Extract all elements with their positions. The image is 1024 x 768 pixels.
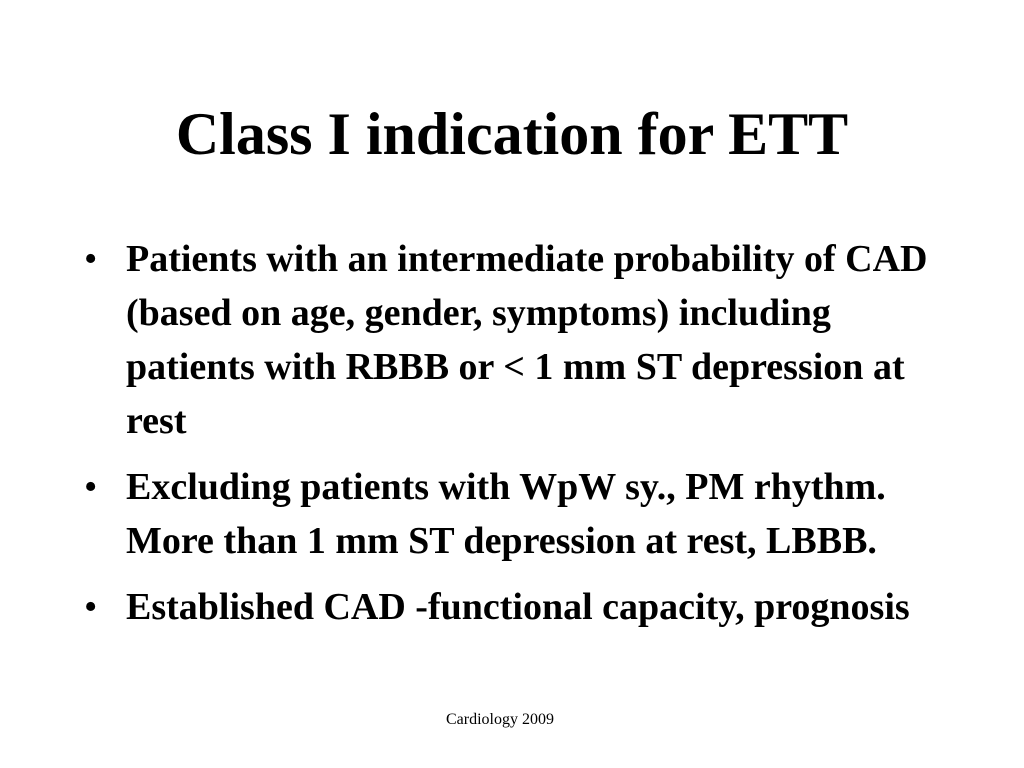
bullet-marker: • <box>84 586 98 628</box>
bullet-text: Established CAD -functional capacity, prognosis <box>126 586 910 628</box>
bullet-marker: • <box>84 466 98 508</box>
bullet-item <box>84 580 964 634</box>
bullet-list <box>84 232 964 646</box>
bullet-item <box>84 232 964 448</box>
slide-footer: Cardiology 2009 <box>446 711 554 728</box>
bullet-marker: • <box>84 238 98 280</box>
bullet-text: Patients with an intermediate probability of CAD (based on age, gender, symptoms) including patients with RBBB or < 1 mm ST depression at rest <box>126 238 928 442</box>
bullet-text: Excluding patients with WpW sy., PM rhythm. More than 1 mm ST depression at rest, LBBB. <box>126 466 886 562</box>
slide-title: Class I indication for ETT <box>175 101 849 167</box>
bullet-item <box>84 460 964 568</box>
